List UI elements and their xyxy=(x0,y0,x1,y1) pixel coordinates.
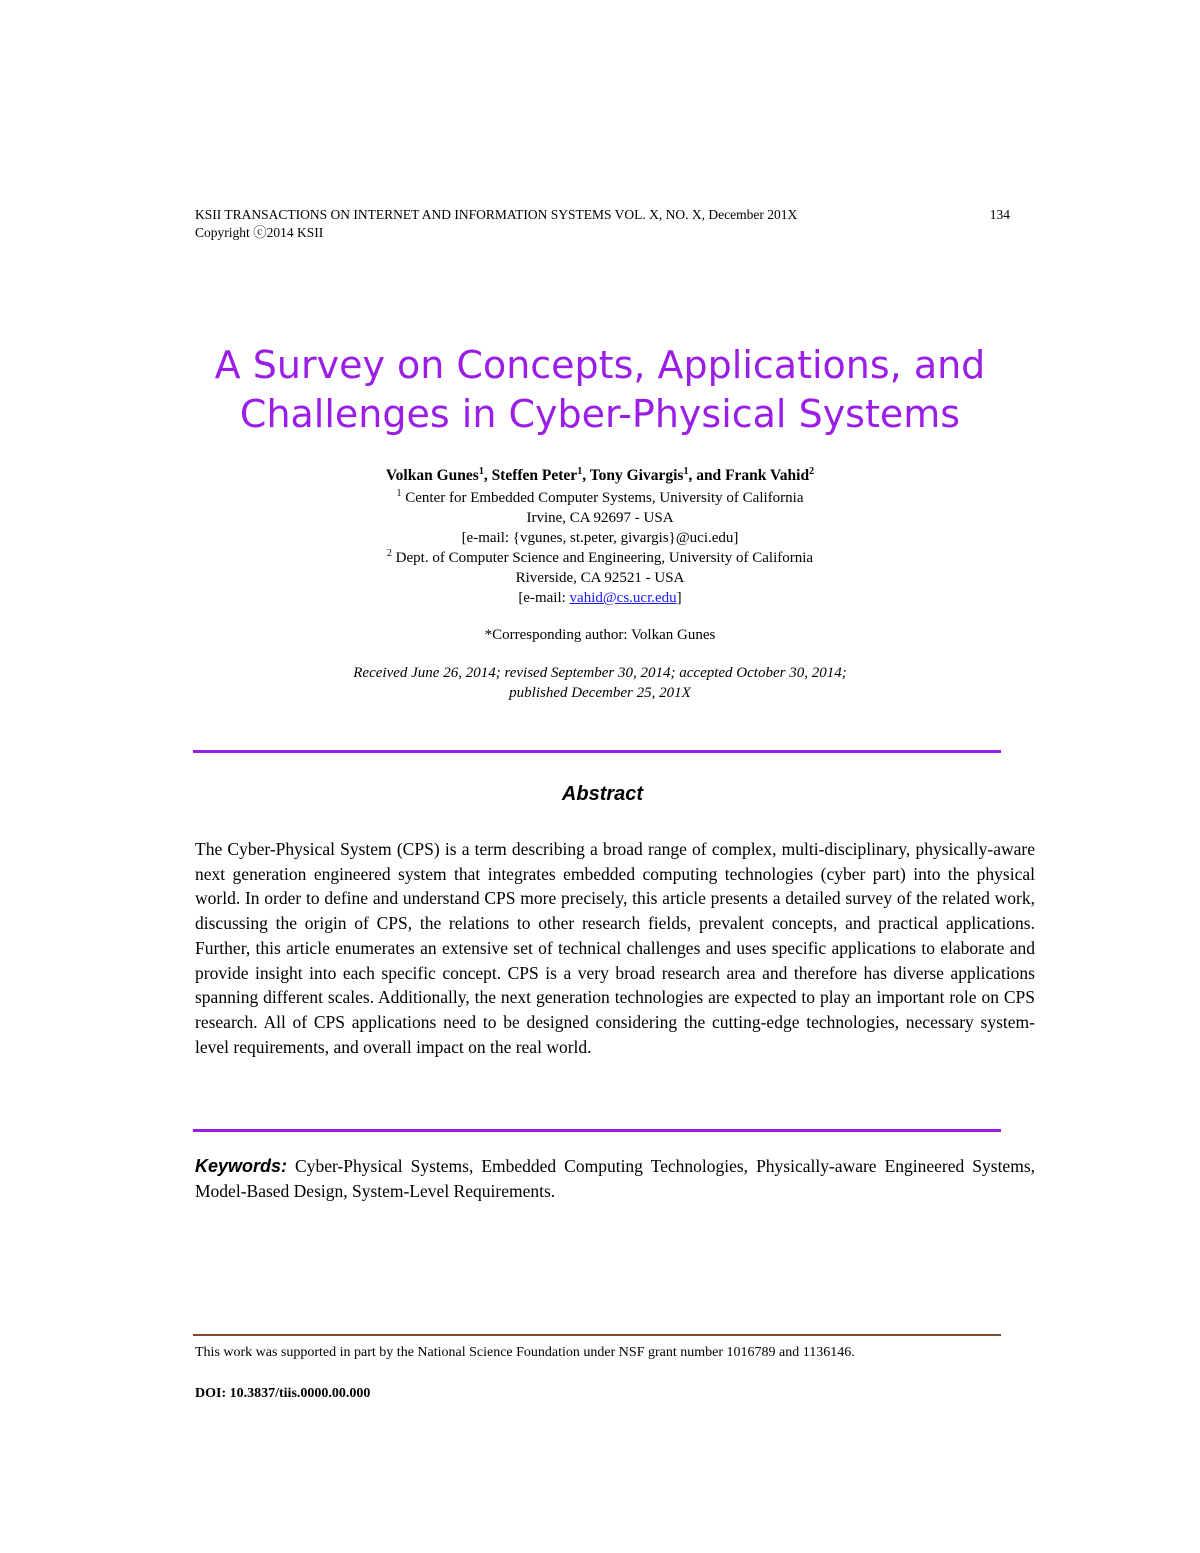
affiliation-2 xyxy=(200,548,1000,608)
running-header xyxy=(195,206,1010,242)
author-name: Tony Givargis xyxy=(589,467,684,484)
paper-title xyxy=(150,341,1050,439)
affiliation-city: Irvine, CA 92697 - USA xyxy=(526,510,674,526)
affiliation-1 xyxy=(200,488,1000,548)
author-affil-mark: 1 xyxy=(577,465,583,477)
keywords xyxy=(195,1154,1035,1204)
doi: DOI: 10.3837/tiis.0000.00.000 xyxy=(195,1386,371,1401)
author-name: Steffen Peter xyxy=(491,467,578,484)
author-separator: , and xyxy=(688,467,726,484)
funding-footnote: This work was supported in part by the National Science Foundation under NSF grant number 1016789 and 1136146. xyxy=(195,1345,855,1360)
corresponding-author: *Corresponding author: Volkan Gunes xyxy=(484,627,716,643)
dates-line-2: published December 25, 201X xyxy=(509,685,691,701)
keywords-label: Keywords: xyxy=(195,1156,288,1176)
affiliation-dept xyxy=(200,548,1000,568)
abstract-bottom-rule xyxy=(193,1129,1001,1132)
title-line-2: Challenges in Cyber-Physical Systems xyxy=(239,392,961,437)
publication-dates xyxy=(200,663,1000,703)
copyright-line: Copyright ⓒ2014 KSII xyxy=(195,225,324,240)
affiliation-mark: 2 xyxy=(386,548,392,559)
affiliation-dept xyxy=(200,488,1000,508)
affiliation-city: Riverside, CA 92521 - USA xyxy=(515,570,685,586)
keywords-text: Cyber-Physical Systems, Embedded Computing Technologies, Physically-aware Engineered Systems, Model-Based Design, System-Level Requirements. xyxy=(195,1156,1035,1201)
author-name: Frank Vahid xyxy=(725,467,810,484)
page-number: 134 xyxy=(989,207,1010,222)
journal-header: KSII TRANSACTIONS ON INTERNET AND INFORMATION SYSTEMS VOL. X, NO. X, December 201X xyxy=(195,207,798,222)
affiliation-dept-text: Center for Embedded Computer Systems, University of California xyxy=(405,490,804,506)
author-block xyxy=(200,466,1000,703)
author-separator: , xyxy=(582,467,590,484)
abstract-heading: Abstract xyxy=(561,783,644,805)
footnote-rule xyxy=(193,1334,1001,1336)
abstract-text: The Cyber-Physical System (CPS) is a term describing a broad range of complex, multi-disciplinary, physically-aware next generation engineered system that integrates embedded computing technologies (cyber part) into the physical world. In order to define and understand CPS more precisely, this article presents a detailed survey of the related work, discussing the origin of CPS, the relations to other research fields, prevalent concepts, and practical applications. Further, this article enumerates an extensive set of technical challenges and uses specific applications to elaborate and provide insight into each specific concept. CPS is a very broad research area and therefore has diverse applications spanning different scales. Additionally, the next generation technologies are expected to play an important role on CPS research. All of CPS applications need to be designed considering the cutting-edge technologies, necessary system-level requirements, and overall impact on the real world. xyxy=(195,839,1035,1057)
abstract-top-rule xyxy=(193,750,1001,753)
author-separator: , xyxy=(483,467,492,484)
affiliation-dept-text: Dept. of Computer Science and Engineering, University of California xyxy=(395,550,814,566)
affiliation-email xyxy=(200,588,1000,608)
email-prefix: [e-mail: xyxy=(518,590,570,606)
email-link[interactable]: vahid@cs.ucr.edu xyxy=(569,590,677,606)
author-affil-mark: 1 xyxy=(478,465,484,477)
author-affil-mark: 2 xyxy=(809,465,815,477)
dates-line-1: Received June 26, 2014; revised September 30, 2014; accepted October 30, 2014; xyxy=(353,665,847,681)
author-name: Volkan Gunes xyxy=(385,467,479,484)
email-suffix: ] xyxy=(676,590,682,606)
author-affil-mark: 1 xyxy=(683,465,689,477)
affiliation-email: [e-mail: {vgunes, st.peter, givargis}@uci.edu] xyxy=(461,530,739,546)
affiliation-mark: 1 xyxy=(396,488,402,499)
title-line-1: A Survey on Concepts, Applications, and xyxy=(214,343,986,388)
author-list xyxy=(200,466,1000,486)
